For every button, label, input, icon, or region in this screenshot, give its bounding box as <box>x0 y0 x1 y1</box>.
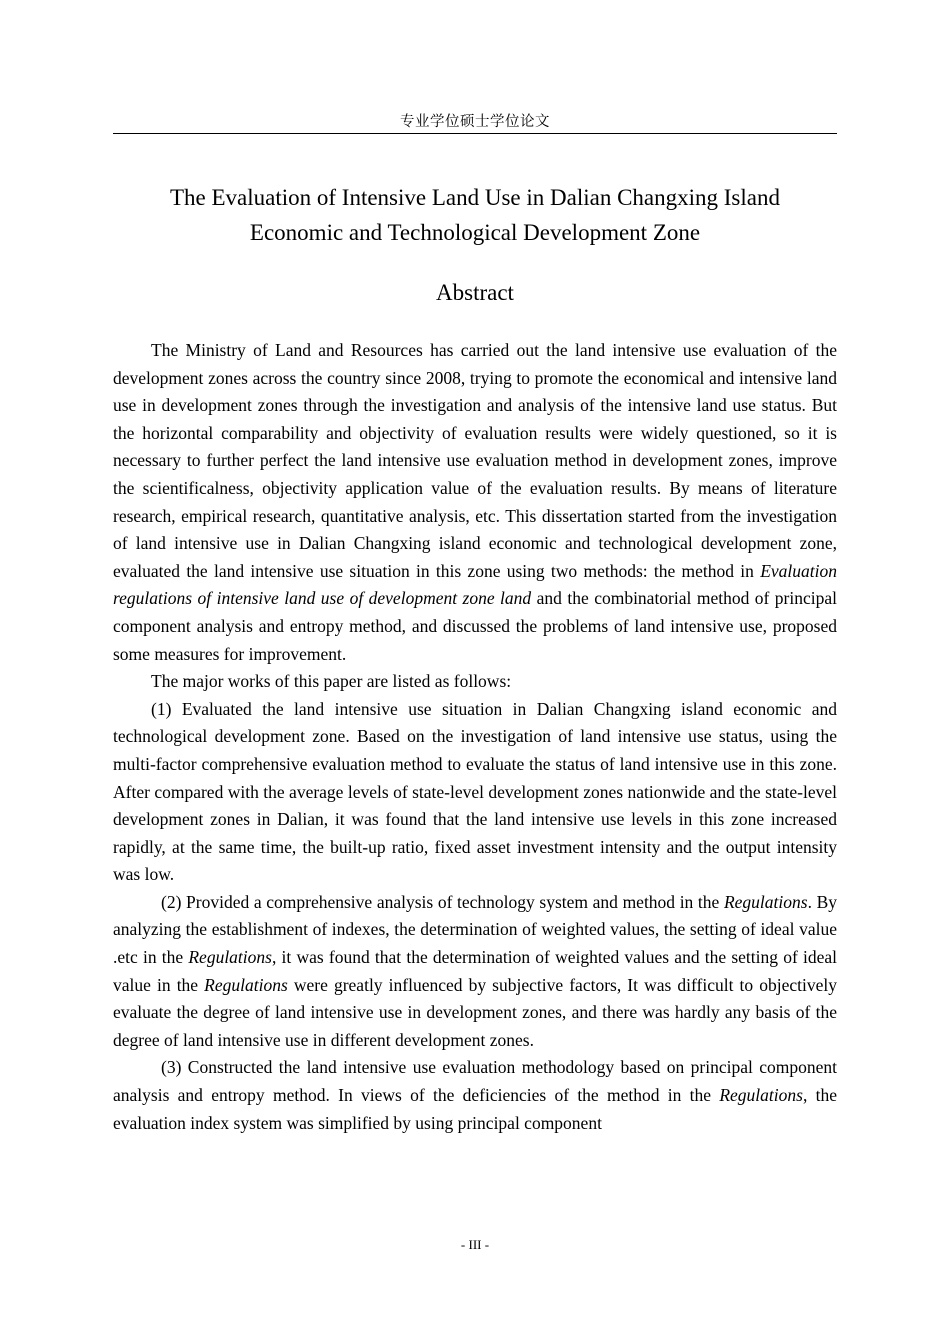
thesis-title-line-1: The Evaluation of Intensive Land Use in Dalian Changxing Island <box>170 185 780 210</box>
text-run: (3) Constructed the land intensive use evaluation methodology based on principal component analysis and entropy method. In views of the deficiencies of the method in the <box>113 1057 837 1106</box>
paragraph-major-works: The major works of this paper are listed as follows: <box>151 671 512 692</box>
text-run: . By analyzing the establishment of indexes, the determination of weighted values, the setting of ideal value .etc in the <box>113 891 837 968</box>
thesis-title <box>113 180 837 250</box>
paragraph-work-2 <box>113 889 837 1055</box>
italic-reference: Regulations <box>719 1085 803 1106</box>
italic-reference: Regulations <box>204 974 288 995</box>
paragraph-work-3 <box>113 1054 837 1137</box>
text-run: and the combinatorial method of principal component analysis and entropy method, and discussed the problems of land intensive use, proposed some measures for improvement. <box>113 588 838 664</box>
italic-reference: Regulations <box>188 947 272 968</box>
text-run: The Ministry of Land and Resources has carried out the land intensive use evaluation of the development zones across the country since 2008, trying to promote the economical and intensive land use in development zones through the investigation and analysis of the intensive land use status. But the horizontal comparability and objectivity of evaluation results were widely questioned, so it is necessary to further perfect the land intensive use evaluation method in development zones, improve the scientificalness, objectivity application value of the evaluation results. By means of literature research, empirical research, quantitative analysis, etc. This dissertation started from the investigation of land intensive use in Dalian Changxing island economic and technological development zone, evaluated the land intensive use situation in this zone using two methods: the method in <box>113 340 837 581</box>
italic-reference: Regulations <box>723 891 808 912</box>
paragraph-intro <box>113 337 837 668</box>
text-run: , the evaluation index system was simplified by using principal component <box>113 1085 837 1133</box>
thesis-title-line-2: Economic and Technological Development Zone <box>249 220 701 245</box>
page-number: - III - <box>460 1237 490 1252</box>
italic-title-reference: Evaluation regulations of intensive land use of development zone land <box>113 560 837 609</box>
paragraph-work-1: (1) Evaluated the land intensive use situation in Dalian Changxing island economic and technological development zone. Based on the investigation of land intensive use status, using the multi-factor comprehensive evaluation method to evaluate the status of land intensive use in this zone. After compared with the average levels of state-level development zones nationwide and the state-level development zones in Dalian, it was found that the land intensive use levels in this zone increased rapidly, at the same time, the built-up ratio, fixed asset investment intensity and the output intensity was low. <box>113 698 837 885</box>
text-run: (2) Provided a comprehensive analysis of technology system and method in the <box>161 891 724 912</box>
text-run: , it was found that the determination of weighted values and the setting of ideal value in the <box>113 947 837 995</box>
abstract-body <box>113 337 837 1137</box>
abstract-heading: Abstract <box>436 280 514 305</box>
running-header: 专业学位硕士学位论文 <box>400 114 550 130</box>
header-rule <box>113 133 837 134</box>
text-run: were greatly influenced by subjective factors, It was difficult to objectively evaluate the degree of land intensive use in development zones, and there was hardly any basis of the degree of land intensive use in different development zones. <box>113 974 837 1050</box>
